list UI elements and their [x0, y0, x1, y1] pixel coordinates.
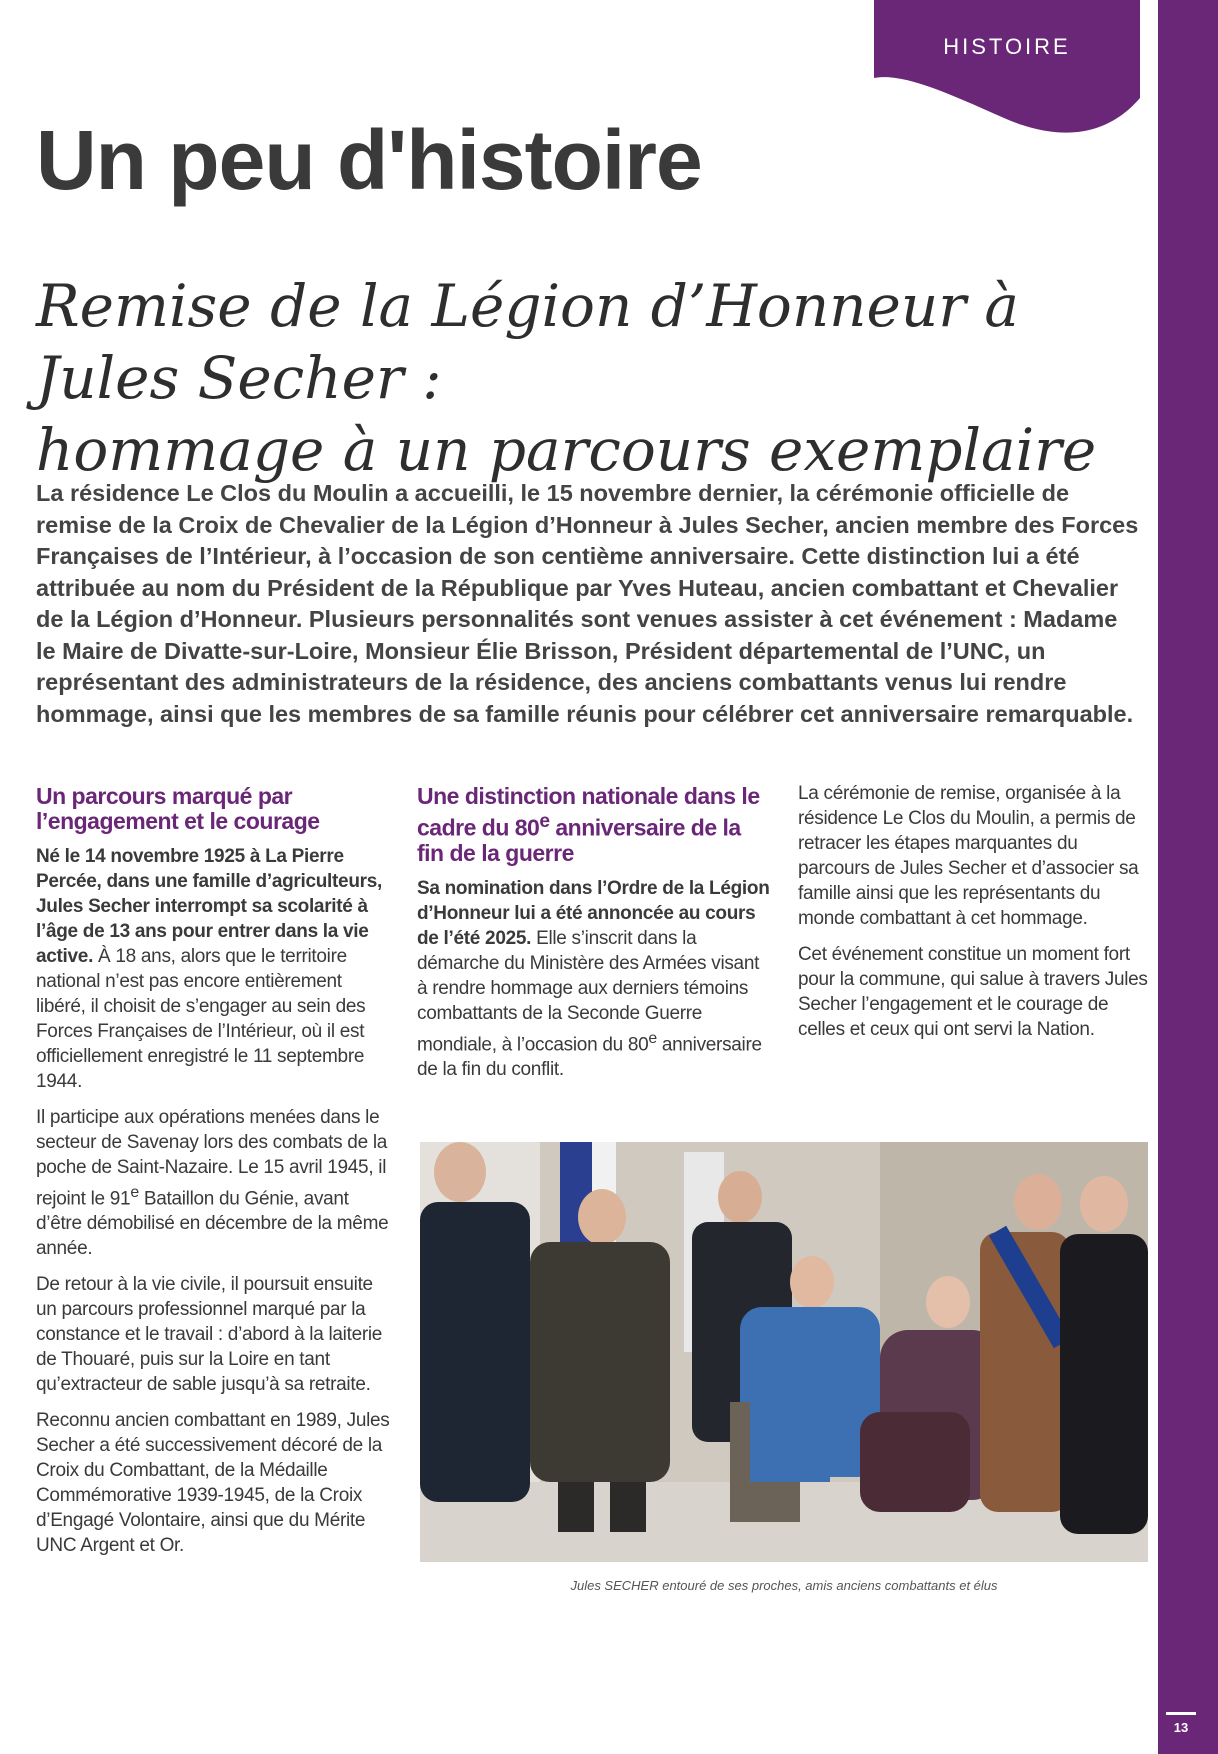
column-3 [798, 781, 1153, 1053]
group-photo-illustration [420, 1142, 1148, 1562]
column-1-paragraph-1: Né le 14 novembre 1925 à La Pierre Percée, dans une famille d’agriculteurs, Jules Secher interrompt sa scolarité à l’âge de 13 ans pour entrer dans la vie active. À 18 ans, alors que le territoire national n’est pas encore entièrement libéré, il choisit de s’engager au sein des Forces Françaises de l’Intérieur, où il est officiellement enregistré le 11 septembre 1944. [36, 846, 382, 1092]
headline-line-2: hommage à un parcours exemplaire [36, 416, 1097, 484]
headline [36, 270, 1136, 486]
column-3-paragraph-2: Cet événement constitue un moment fort pour la commune, qui salue à travers Jules Secher l’engagement et le courage de celles et ceux qui ont servi la Nation. [798, 944, 1148, 1040]
column-1-lead: Né le 14 novembre 1925 à La Pierre Percée, dans une famille d’agriculteurs, Jules Secher interrompt sa scolarité à l’âge de 13 ans pour entrer dans la vie active. [36, 846, 382, 967]
section-tab-shape [874, 0, 1140, 140]
section-tab-label: HISTOIRE [943, 34, 1071, 59]
column-1-paragraph-3: De retour à la vie civile, il poursuit ensuite un parcours professionnel marqué par la constance et le travail : d’abord à la laiterie de Thouaré, puis sur la Loire en tant qu’extracteur de sable jusqu’à sa retraite. [36, 1274, 383, 1396]
photo-caption: Jules SECHER entouré de ses proches, amis anciens combattants et élus [570, 1578, 998, 1593]
section-tab [874, 0, 1140, 140]
intro-paragraph: La résidence Le Clos du Moulin a accueilli, le 15 novembre dernier, la cérémonie officielle de remise de la Croix de Chevalier de la Légion d’Honneur à Jules Secher, ancien membre des Forces Françaises de l’Intérieur, à l’occasion de son centième anniversaire. Cette distinction lui a été attribuée au nom du Président de la République par Yves Huteau, ancien combattant et Chevalier de la Légion d’Honneur. Plusieurs personnalités sont venues assister à cet événement : Madame le Maire de Divatte-sur-Loire, Monsieur Élie Brisson, Président départemental de l’UNC, un représentant des administrateurs de la résidence, des anciens combattants venus lui rendre hommage, ainsi que les membres de sa famille réunis pour célébrer cet anniversaire remarquable. [36, 480, 1139, 727]
page-number: 13 [1173, 1720, 1189, 1735]
page-title: Un peu d'histoire [36, 113, 702, 207]
column-3-paragraph-1: La cérémonie de remise, organisée à la résidence Le Clos du Moulin, a permis de retracer les étapes marquantes du parcours de Jules Secher et d’associer sa famille ainsi que les représentants du monde combattant à cet hommage. [798, 783, 1139, 929]
column-2-heading: Une distinction nationale dans le cadre du 80e anniversaire de la fin de la guerre [417, 783, 760, 866]
column-2-paragraph-1: Sa nomination dans l’Ordre de la Légion d’Honneur lui a été annoncée au cours de l’été 2025. Elle s’inscrit dans la démarche du Ministère des Armées visant à rendre hommage aux derniers témoins combattants de la Seconde Guerre mondiale, à l’occasion du 80e anniversaire de la fin du conflit. [417, 877, 770, 1080]
group-photo [420, 1142, 1148, 1562]
column-1-paragraph-4: Reconnu ancien combattant en 1989, Jules Secher a été successivement décoré de la Croix du Combattant, de la Médaille Commémorative 1939-1945, de la Croix d’Engagé Volontaire, ainsi que du Mérite UNC Argent et Or. [36, 1410, 390, 1557]
column-2-lead: Sa nomination dans l’Ordre de la Légion d’Honneur lui a été annoncée au cours de l’été 2025. [417, 877, 770, 949]
side-band [1158, 0, 1218, 1754]
page-number-rule [1166, 1712, 1196, 1715]
headline-line-1: Remise de la Légion d’Honneur à Jules Secher : [36, 272, 1019, 412]
column-1-heading: Un parcours marqué par l’engagement et le courage [36, 783, 320, 834]
column-1 [36, 784, 391, 1569]
column-2 [417, 784, 772, 1093]
column-1-paragraph-2: Il participe aux opérations menées dans le secteur de Savenay lors des combats de la poche de Saint-Nazaire. Le 15 avril 1945, il rejoint le 91e Bataillon du Génie, avant d’être démobilisé en décembre de la même année. [36, 1107, 389, 1260]
